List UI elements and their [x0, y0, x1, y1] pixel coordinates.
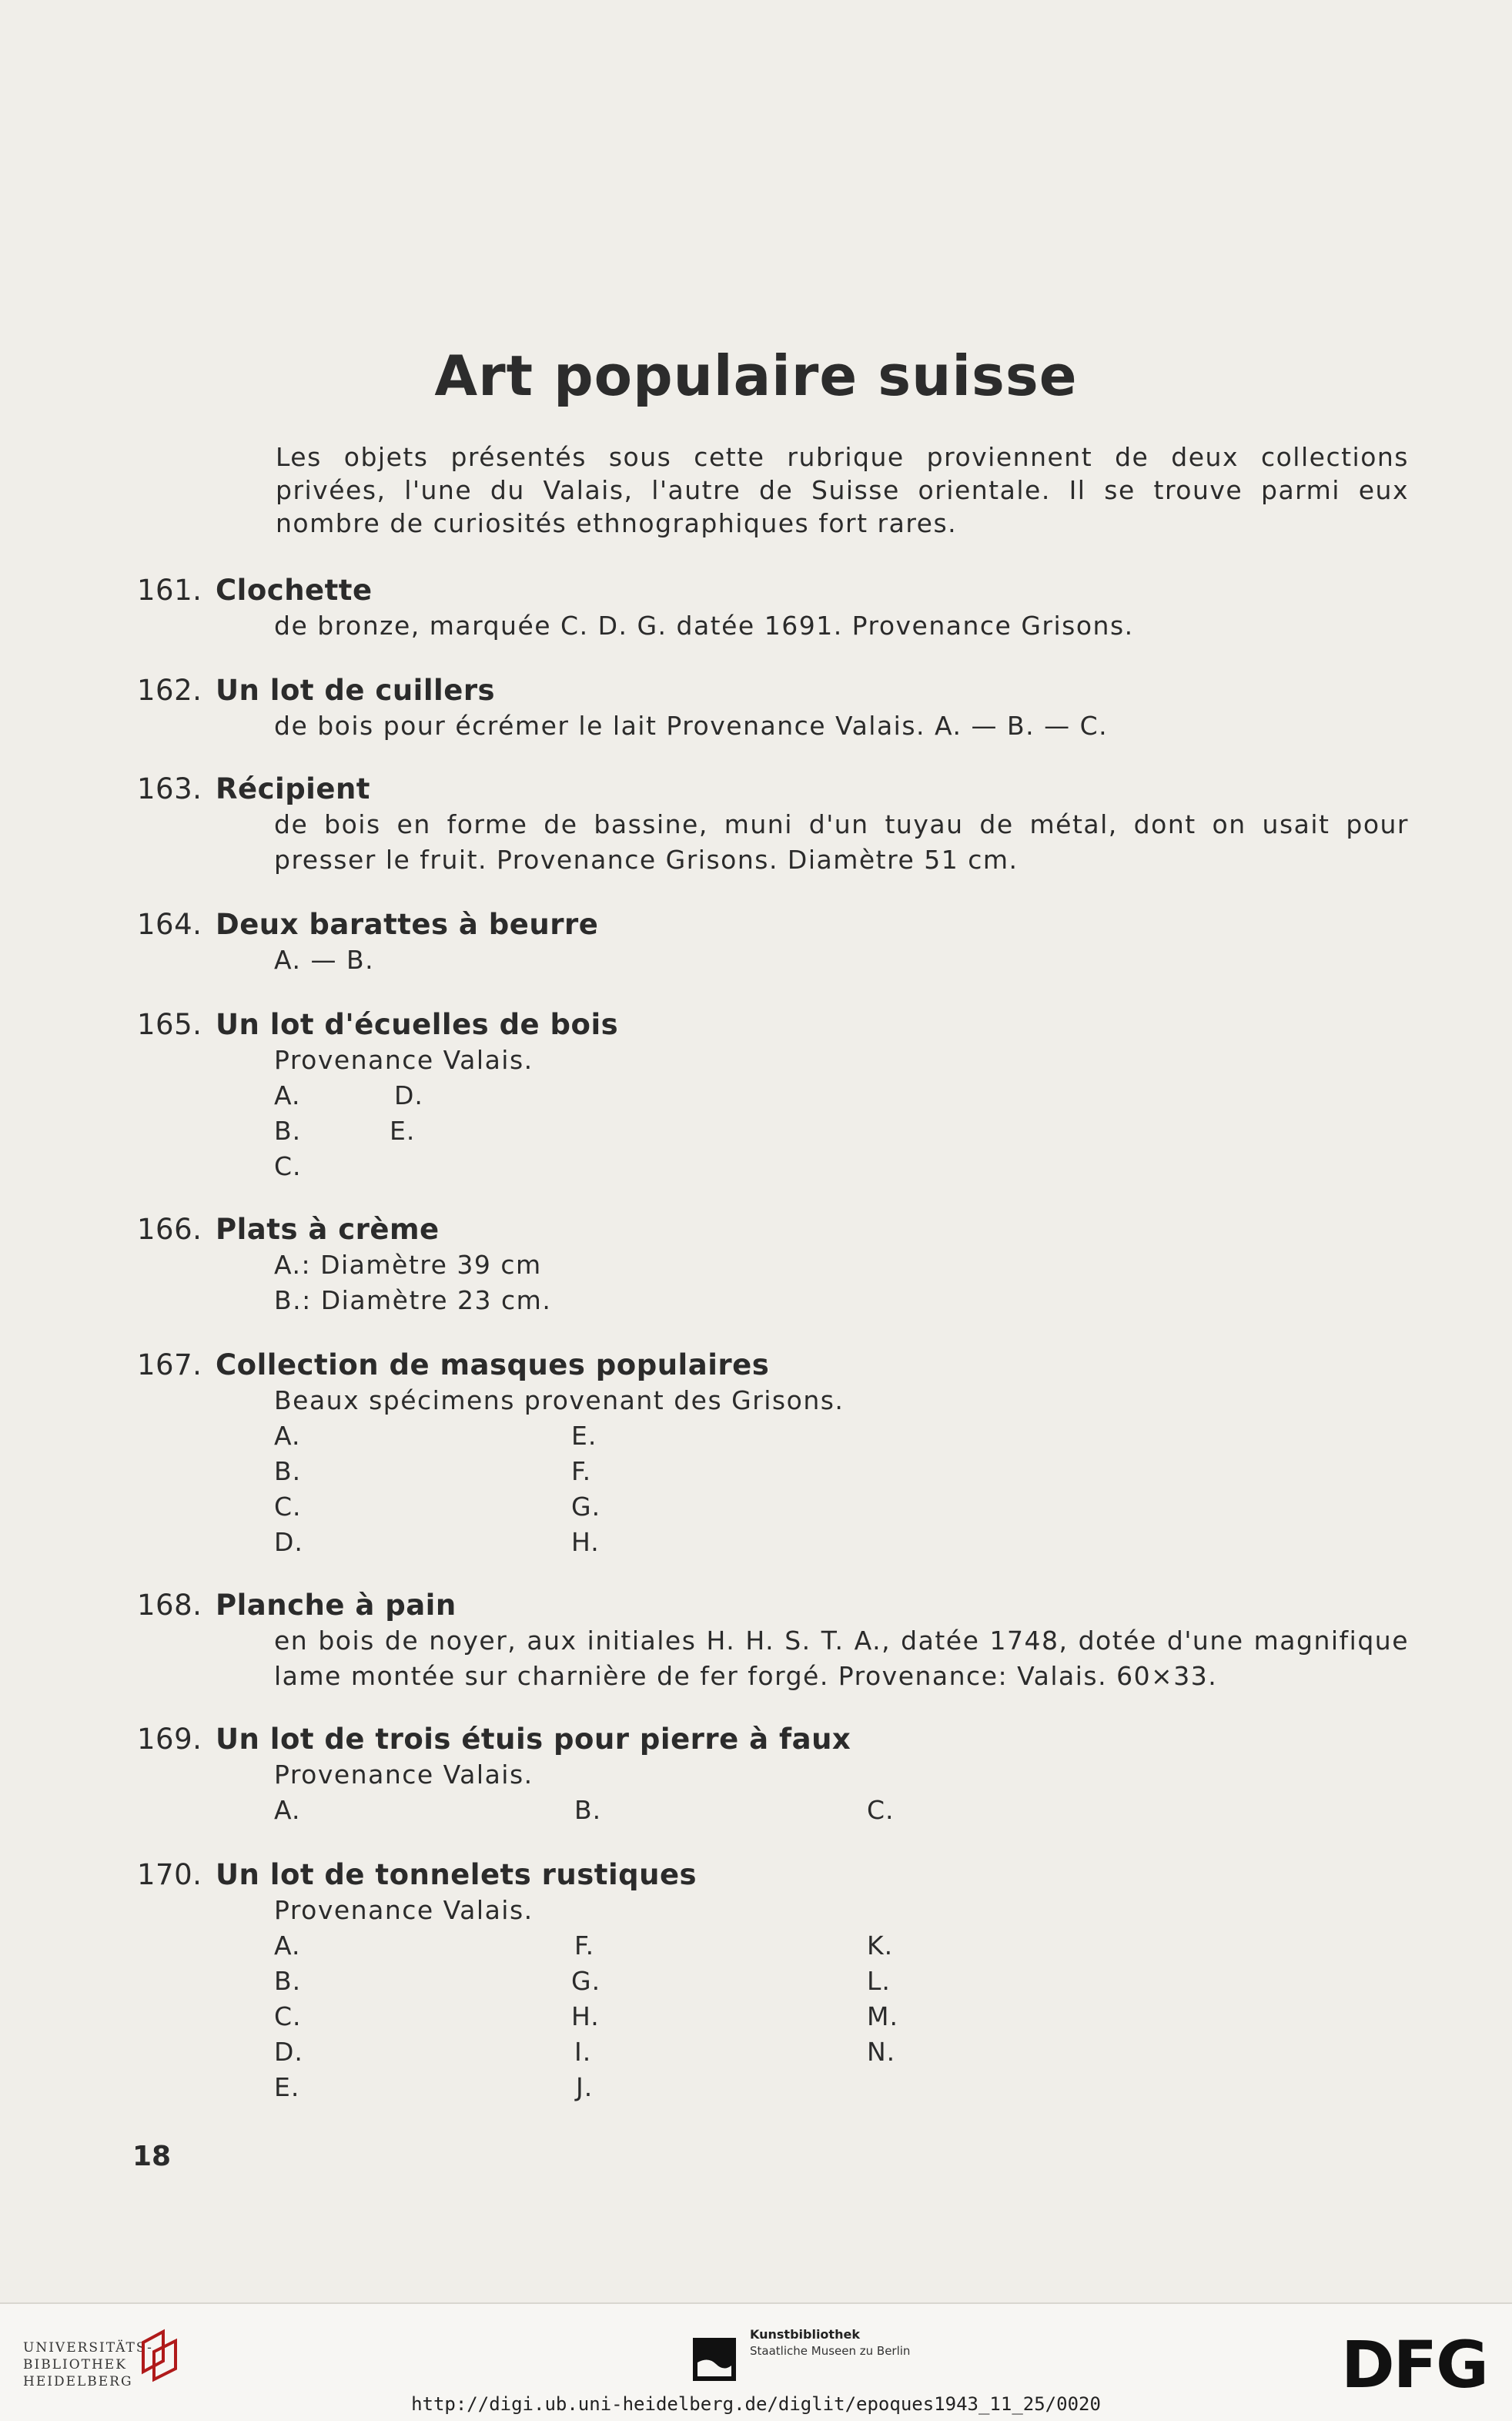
viewer-footer: [0, 2302, 1512, 2421]
entry-title: Deux barattes à beurre: [216, 908, 599, 941]
entry-title: Planche à pain: [216, 1589, 457, 1622]
variant-label: M.: [867, 2001, 898, 2031]
variant-label: B.: [274, 1456, 302, 1486]
variant-label: H.: [571, 2001, 600, 2031]
entry-title: Clochette: [216, 574, 373, 607]
entry-heading: [137, 1722, 1446, 1757]
entry-number: 164.: [137, 908, 202, 941]
catalog-entry-165: [137, 1007, 1446, 1184]
variant-label: G.: [571, 1966, 601, 1996]
entry-heading: [137, 573, 1446, 608]
entry-description: en bois de noyer, aux initiales H. H. S. T. A., datée 1748, dotée d'une magnifique lame montée sur charnière de fer forgé. Provenance: Valais. 60×33.: [274, 1626, 1409, 1691]
variant-label: B.: [274, 1966, 302, 1996]
entry-number: 163.: [137, 772, 202, 805]
entry-number: 162.: [137, 674, 202, 707]
variant-label: E.: [274, 2072, 300, 2102]
variant-label: E.: [571, 1421, 597, 1451]
entry-description: de bois pour écrémer le lait Provenance Valais. A. — B. — C.: [274, 711, 1109, 741]
variant-label: A.: [274, 1421, 301, 1451]
entry-description: de bronze, marquée C. D. G. datée 1691. Provenance Grisons.: [274, 611, 1134, 641]
variant-list: [274, 1418, 1446, 1560]
variant-label: J.: [576, 2072, 594, 2102]
variant-list: [274, 1793, 1446, 1828]
entry-description: Beaux spécimens provenant des Grisons.: [274, 1385, 845, 1415]
page-number: 18: [132, 2141, 172, 2172]
page-title: Art populaire suisse: [434, 343, 1078, 408]
entry-description-2: B.: Diamètre 23 cm.: [274, 1285, 552, 1315]
entry-description: Provenance Valais.: [274, 1760, 534, 1790]
variant-label: C.: [274, 1151, 302, 1181]
catalog-entry-169: [137, 1722, 1446, 1828]
catalog-entry-170: [137, 1857, 1446, 2105]
variant-list: [274, 1078, 1446, 1184]
entry-heading: [137, 1348, 1446, 1383]
entry-description: Provenance Valais.: [274, 1895, 534, 1925]
variant-label: H.: [571, 1527, 600, 1557]
entry-description: de bois en forme de bassine, muni d'un tuyau de métal, dont on usait pour presser le fruit. Provenance Grisons. Diamètre 51 cm.: [274, 809, 1409, 875]
catalog-entry-168: [137, 1588, 1446, 1694]
variant-list: [274, 1928, 1446, 2105]
entry-heading: [137, 1588, 1446, 1623]
entry-number: 167.: [137, 1348, 202, 1381]
catalog-entry-167: [137, 1348, 1446, 1560]
entry-title: Un lot de trois étuis pour pierre à faux: [216, 1723, 851, 1756]
variant-label: A.: [274, 1930, 301, 1961]
variant-label: L.: [867, 1966, 891, 1996]
university-library-label[interactable]: UNIVERSITÄTS- BIBLIOTHEK HEIDELBERG: [23, 2340, 153, 2389]
intro-paragraph: Les objets présentés sous cette rubrique proviennent de deux collections privées, l'une du Valais, l'autre de Suisse orientale. Il se trouve parmi eux nombre de curiosités ethnographiques fort rares.: [276, 442, 1409, 538]
kunstbibliothek-title: Kunstbibliothek: [750, 2327, 860, 2342]
entry-title: Collection de masques populaires: [216, 1348, 770, 1381]
variant-label: K.: [867, 1930, 894, 1961]
variant-label: A.: [274, 1795, 301, 1825]
variant-label: B.: [274, 1116, 302, 1146]
variant-label: N.: [867, 2037, 896, 2067]
variant-label: D.: [274, 1527, 303, 1557]
variant-label: E.: [390, 1116, 416, 1146]
catalog-entry-162: [137, 673, 1446, 744]
entry-heading: [137, 907, 1446, 943]
variant-label: C.: [274, 2001, 302, 2031]
entry-heading: [137, 1212, 1446, 1247]
entry-description: A. — B.: [274, 945, 375, 975]
catalog-entry-163: [137, 772, 1446, 878]
catalog-entry-166: [137, 1212, 1446, 1318]
university-library-logo-icon[interactable]: [137, 2326, 183, 2387]
variant-label: I.: [574, 2037, 592, 2067]
entry-number: 168.: [137, 1589, 202, 1622]
variant-label: A.: [274, 1080, 301, 1110]
kunstbibliothek-subtitle: Staatliche Museen zu Berlin: [750, 2344, 911, 2358]
entry-title: Un lot de cuillers: [216, 674, 496, 707]
entry-heading: [137, 1007, 1446, 1043]
variant-label: F.: [571, 1456, 592, 1486]
catalog-entry-164: [137, 907, 1446, 978]
entry-title: Plats à crème: [216, 1213, 440, 1246]
entry-heading: [137, 1857, 1446, 1893]
variant-label: D.: [394, 1080, 423, 1110]
entry-heading: [137, 673, 1446, 708]
dfg-logo[interactable]: DFG: [1340, 2327, 1487, 2403]
entry-title: Un lot d'écuelles de bois: [216, 1008, 619, 1041]
variant-label: F.: [574, 1930, 595, 1961]
catalog-entry-161: [137, 573, 1446, 644]
variant-label: C.: [867, 1795, 895, 1825]
entry-title: Récipient: [216, 772, 370, 805]
entry-description: A.: Diamètre 39 cm: [274, 1250, 542, 1280]
permalink-url[interactable]: http://digi.ub.uni-heidelberg.de/diglit/epoques1943_11_25/0020: [411, 2393, 1101, 2415]
variant-label: C.: [274, 1492, 302, 1522]
entry-number: 161.: [137, 574, 202, 607]
variant-label: D.: [274, 2037, 303, 2067]
entry-heading: [137, 772, 1446, 807]
variant-label: B.: [574, 1795, 602, 1825]
entry-number: 170.: [137, 1858, 202, 1891]
entry-number: 165.: [137, 1008, 202, 1041]
entry-title: Un lot de tonnelets rustiques: [216, 1858, 697, 1891]
entry-number: 169.: [137, 1723, 202, 1756]
kunstbibliothek-logo-icon[interactable]: [693, 2338, 736, 2381]
entry-description: Provenance Valais.: [274, 1045, 534, 1075]
variant-label: G.: [571, 1492, 601, 1522]
entry-number: 166.: [137, 1213, 202, 1246]
